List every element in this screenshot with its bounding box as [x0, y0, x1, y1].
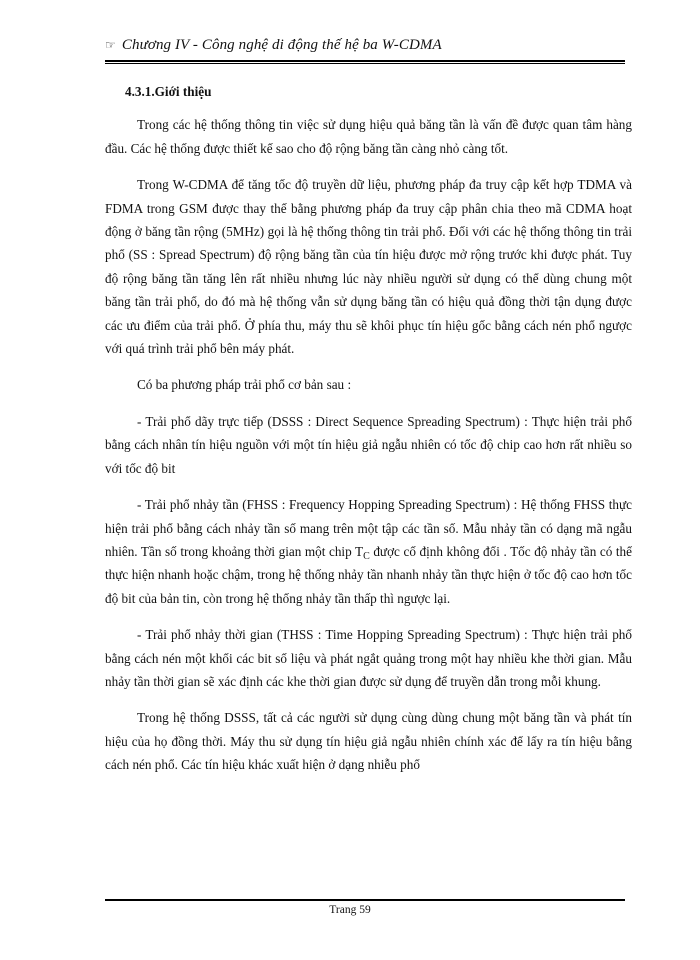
- paragraph-thss: - Trải phổ nhảy thời gian (THSS : Time Hopping Spreading Spectrum) : Thực hiện trải phổ bằng cách nén một khối các bit số liệu và phát ngắt quảng trong một hay nhiều khe thời gian. Mẫu nhảy tần thời gian sẽ xác định các khe thời gian được sử dụng để truyền dẫn trong mỗi khung.: [105, 627, 632, 689]
- paragraph-dsss: - Trải phổ dãy trực tiếp (DSSS : Direct Sequence Spreading Spectrum) : Thực hiện trải phổ bằng cách nhân tín hiệu nguồn với một tín hiệu giả ngẫu nhiên có tốc độ chip cao hơn rất nhiều so với tốc độ bit: [105, 413, 632, 476]
- header-rule: [105, 60, 625, 62]
- section-heading: 4.3.1.Giới thiệu: [125, 84, 212, 99]
- fhss-text-part2: được cố định không đổi . Tốc độ nhảy tần có thể thực hiện nhanh hoặc chậm, trong hệ thống nhảy tần nhanh nhảy tần thực hiện ở tốc độ cao hơn tốc độ bit của bản tin, còn trong hệ thống nhảy tần thấp thì ngược lại.: [105, 543, 632, 606]
- chapter-title: Chương IV - Công nghệ di động thế hệ ba W-CDMA: [121, 37, 442, 53]
- footer-rule: [105, 899, 625, 901]
- paragraph-methods-intro: Có ba phương pháp trải phổ cơ bản sau :: [137, 377, 352, 393]
- paragraph-intro: Trong các hệ thống thông tin việc sử dụng hiệu quả băng tần là vấn đề được quan tâm hàng đầu. Các hệ thống được thiết kế sao cho độ rộng băng tần càng nhỏ càng tốt.: [105, 117, 632, 156]
- page-number: Trang 59: [329, 904, 371, 916]
- paragraph-wcdma: Trong W-CDMA để tăng tốc độ truyền dữ liệu, phương pháp đa truy cập kết hợp TDMA và FDMA trong GSM được thay thế bằng phương pháp đa truy cập phân chia theo mã CDMA hoạt động ở băng tần rộng (5MHz) gọi là hệ thống thông tin trải phổ. Đối với các hệ thống thông tin trải phổ (SS : Spread Spectrum) độ rộng băng tần của tín hiệu được mở rộng trước khi được phát. Tuy độ rộng băng tần tăng lên rất nhiều nhưng lúc này nhiều người sử dụng có thể dùng chung một băng tần trải phổ, do đó mà hệ thống vẫn sử dụng băng tần có hiệu quả đồng thời tận dụng được các ưu điểm của trải phổ. Ở phía thu, máy thu sẽ khôi phục tín hiệu gốc bằng cách nén phổ ngược với quá trình trải phổ bên máy phát.: [105, 177, 632, 357]
- page-header: [105, 37, 625, 54]
- paragraph-dsss-detail: Trong hệ thống DSSS, tất cả các người sử dụng cùng dùng chung một băng tần và phát tín hiệu của họ đồng thời. Máy thu sử dụng tín hiệu giả ngẫu nhiên chính xác để lấy ra tín hiệu bằng cách nén phổ. Các tín hiệu khác xuất hiện ở dạng nhiễu phổ: [105, 710, 632, 773]
- header-rule-thin: [105, 63, 625, 64]
- paragraph-fhss: [105, 493, 632, 610]
- chip-subscript: C: [363, 550, 370, 562]
- page-body: [105, 80, 632, 790]
- hand-pointer-icon: ☞: [105, 38, 116, 52]
- fhss-text-part1: - Trải phổ nhảy tần (FHSS : Frequency Hopping Spreading Spectrum) : Hệ thống FHSS thực hiện trải phổ bằng cách nhảy tần số mang trên một tập các tần số. Mẫu nhảy tần có dạng mã ngẫu nhiên. Tần số trong khoảng thời gian một chip T: [105, 497, 632, 559]
